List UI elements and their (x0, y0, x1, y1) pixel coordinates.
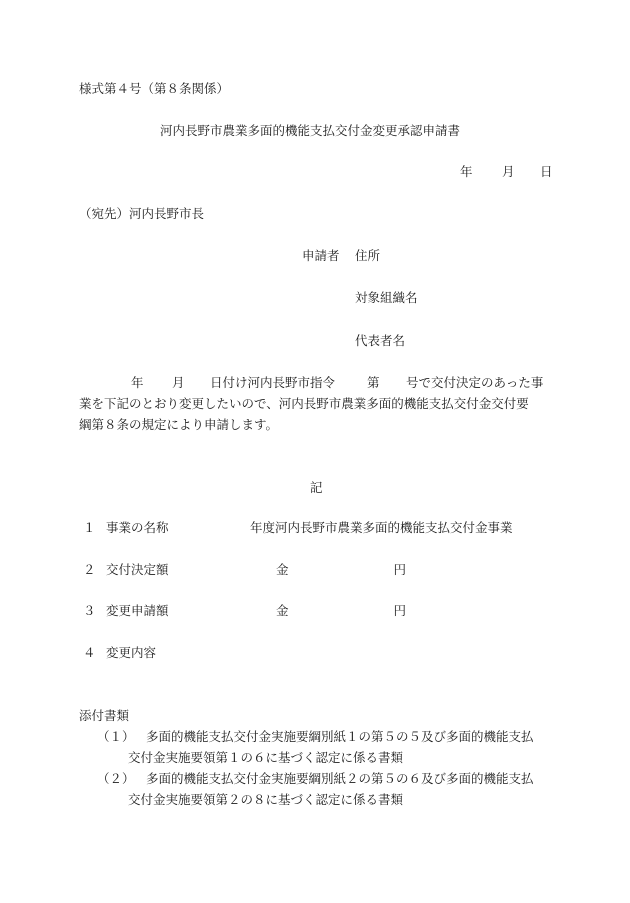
grant-decision-amount (276, 564, 406, 577)
item-number: ３ (83, 603, 96, 618)
project-name-value: 年度河内長野市農業多面的機能支払交付金事業 (250, 520, 513, 535)
applicant-label: 申請者 (302, 248, 340, 263)
item-number: ２ (83, 562, 96, 577)
item-label: 交付決定額 (106, 562, 169, 577)
item-label: 変更内容 (106, 645, 157, 660)
item-label: 変更申請額 (106, 603, 169, 618)
body-dai: 第 (367, 375, 380, 390)
attachment-line2: 交付金実施要領第１の６に基づく認定に係る書類 (128, 750, 404, 765)
date-month: 月 (502, 164, 515, 179)
representative-label: 代表者名 (355, 333, 406, 348)
yen-label: 円 (393, 603, 406, 618)
attachments-title: 添付書類 (79, 708, 130, 723)
body-year: 年 (131, 375, 144, 390)
body-text-line2: 業を下記のとおり変更したいので、河内長野市農業多面的機能支払交付金交付要 (79, 396, 529, 411)
change-request-amount (276, 605, 406, 618)
date-year: 年 (460, 164, 473, 179)
address-label: 住所 (355, 248, 381, 263)
item-label: 事業の名称 (106, 520, 169, 535)
item-number: １ (83, 520, 96, 535)
body-go: 号で交付決定のあった事 (406, 375, 544, 390)
document-title: 河内長野市農業多面的機能支払交付金変更承認申請書 (160, 123, 461, 138)
attachment-line1: 多面的機能支払交付金実施要綱別紙１の第５の５及び多面的機能支払 (146, 729, 534, 744)
body-text-line1: 日付け河内長野市指令 (210, 375, 336, 390)
kin-label: 金 (276, 562, 289, 577)
attachment-number: （２） (97, 771, 135, 786)
attachment-number: （１） (97, 729, 135, 744)
ki-marker: 記 (310, 480, 323, 495)
body-text-line3: 綱第８条の規定により申請します。 (79, 417, 279, 432)
organization-label: 対象組織名 (355, 290, 418, 305)
addressee: （宛先）河内長野市長 (79, 206, 205, 221)
kin-label: 金 (276, 603, 289, 618)
attachment-line2: 交付金実施要領第２の８に基づく認定に係る書類 (128, 792, 404, 807)
item-number: ４ (83, 645, 96, 660)
body-month: 月 (172, 375, 185, 390)
attachment-line1: 多面的機能支払交付金実施要綱別紙２の第５の６及び多面的機能支払 (146, 771, 534, 786)
yen-label: 円 (393, 562, 406, 577)
form-number: 様式第４号（第８条関係） (79, 81, 230, 96)
date-day: 日 (540, 164, 553, 179)
